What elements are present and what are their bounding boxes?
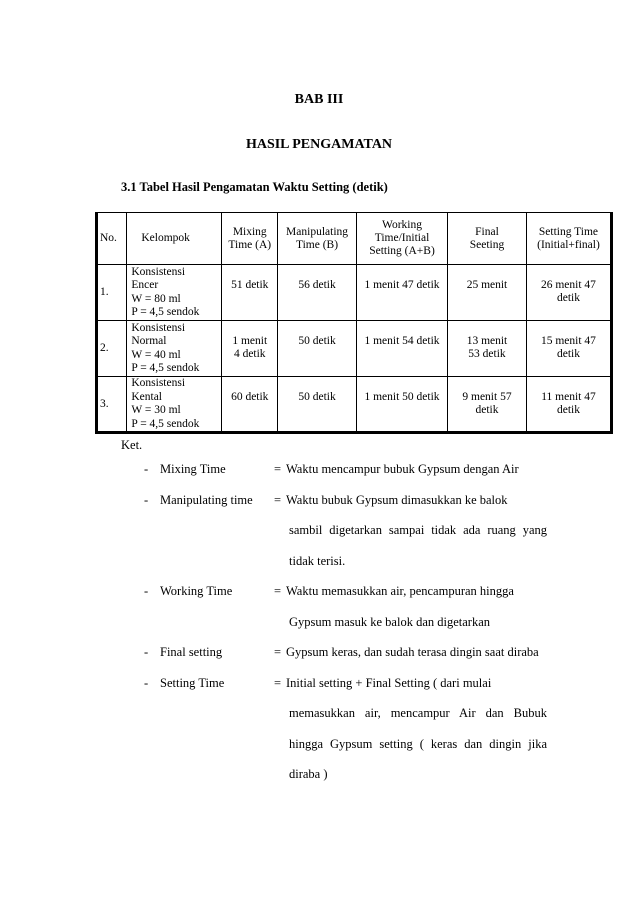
note-continuation: tidak terisi. [289, 553, 346, 568]
note-item [0, 584, 638, 600]
note-term: Final setting [160, 645, 223, 659]
header-working: Working Time/Initial Setting (A+B) [356, 213, 447, 265]
table-row [97, 377, 612, 433]
cell-no: 2. [97, 321, 127, 377]
header-no: No. [97, 213, 127, 265]
note-continuation: Gypsum masuk ke balok dan digetarkan [289, 614, 490, 629]
cell-mixing-time: 60 detik [222, 377, 278, 433]
table-row [97, 321, 612, 377]
section-title: 3.1 Tabel Hasil Pengamatan Waktu Setting (detik) [121, 180, 388, 194]
note-dash: - [144, 462, 149, 476]
header-setting: Setting Time (Initial+final) [526, 213, 611, 265]
cell-mixing-time: 1 menit 4 detik [222, 321, 278, 377]
note-item [0, 493, 638, 509]
cell-manipulating-time: 50 detik [278, 377, 357, 433]
cell-kelompok: Konsistensi Kental W = 30 ml P = 4,5 sendok [127, 377, 222, 433]
header-kelompok: Kelompok [127, 213, 222, 265]
note-definition: Waktu memasukkan air, pencampuran hingga [286, 584, 514, 598]
note-continuation: diraba ) [289, 767, 328, 781]
note-term: Manipulating time [160, 492, 253, 507]
cell-manipulating-time: 50 detik [278, 321, 357, 377]
note-term: Mixing Time [160, 462, 226, 476]
cell-working-time: 1 menit 47 detik [356, 265, 447, 321]
note-definition: Waktu bubuk Gypsum dimasukkan ke balok [286, 492, 508, 507]
note-continuation: memasukkan air, mencampur Air dan Bubuk [289, 706, 547, 720]
note-equals: = [274, 492, 282, 507]
note-dash: - [144, 645, 149, 659]
note-continuation: sambil digetarkan sampai tidak ada ruang yang [289, 523, 547, 537]
cell-no: 3. [97, 377, 127, 433]
note-dash: - [144, 584, 149, 598]
note-dash: - [144, 492, 149, 507]
cell-final-setting: 25 menit [448, 265, 527, 321]
note-definition: Initial setting + Final Setting ( dari mulai [286, 675, 492, 690]
cell-setting-time: 26 menit 47 detik [526, 265, 611, 321]
note-continuation: hingga Gypsum setting ( keras dan dingin jika [289, 736, 547, 751]
note-equals: = [274, 584, 282, 598]
cell-working-time: 1 menit 54 detik [356, 321, 447, 377]
cell-manipulating-time: 56 detik [278, 265, 357, 321]
cell-kelompok: Konsistensi Normal W = 40 ml P = 4,5 sendok [127, 321, 222, 377]
note-definition: Gypsum keras, dan sudah terasa dingin saat diraba [286, 645, 539, 659]
note-term: Setting Time [160, 675, 225, 690]
cell-setting-time: 15 menit 47 detik [526, 321, 611, 377]
results-table [95, 212, 613, 434]
cell-kelompok: Konsistensi Encer W = 80 ml P = 4,5 sendok [127, 265, 222, 321]
note-definition: Waktu mencampur bubuk Gypsum dengan Air [286, 462, 519, 476]
cell-final-setting: 13 menit 53 detik [448, 321, 527, 377]
note-term: Working Time [160, 584, 233, 598]
cell-working-time: 1 menit 50 detik [356, 377, 447, 433]
chapter-heading: BAB III [294, 92, 344, 107]
cell-mixing-time: 51 detik [222, 265, 278, 321]
note-equals: = [274, 462, 282, 476]
header-final: Final Seeting [448, 213, 527, 265]
cell-final-setting: 9 menit 57 detik [448, 377, 527, 433]
notes-label: Ket. [121, 438, 143, 452]
note-item [0, 462, 638, 478]
header-mixing: Mixing Time (A) [222, 213, 278, 265]
table-row [97, 265, 612, 321]
note-equals: = [274, 645, 282, 659]
cell-setting-time: 11 menit 47 detik [526, 377, 611, 433]
page-title: HASIL PENGAMATAN [245, 137, 393, 152]
header-manipulating: Manipulating Time (B) [278, 213, 357, 265]
note-dash: - [144, 675, 149, 690]
cell-no: 1. [97, 265, 127, 321]
table-header-row [97, 213, 612, 265]
note-item [0, 676, 638, 692]
note-item [0, 645, 638, 661]
note-equals: = [274, 675, 282, 690]
